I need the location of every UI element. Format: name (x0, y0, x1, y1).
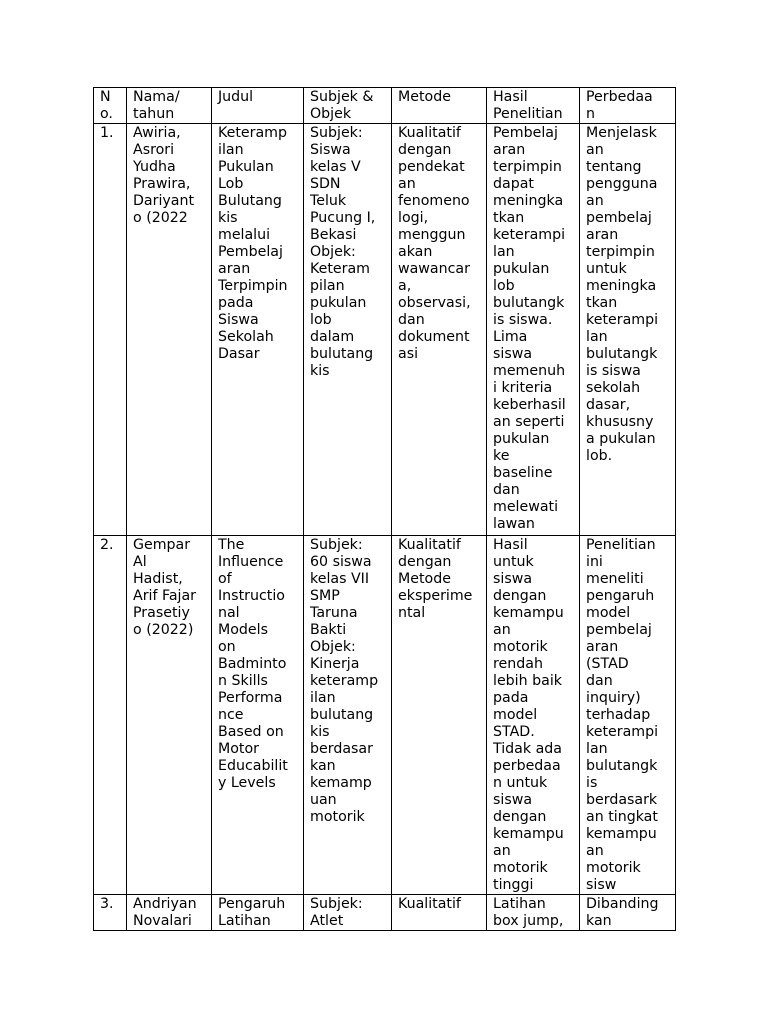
cell-hasil-penelitian: Latihan box jump, (487, 895, 580, 931)
cell-subjek-objek: Subjek: Atlet (304, 895, 392, 931)
cell-nama-tahun: Andriyan Novalari (127, 895, 212, 931)
cell-nama-tahun: Gempar Al Hadist, Arif Fajar Prasetiy o (2022) (127, 536, 212, 895)
cell-hasil-penelitian: Hasil untuk siswa dengan kemampu an motorik rendah lebih baik pada model STAD. Tidak ada perbedaa n untuk siswa dengan kemampu an motorik tinggi (487, 536, 580, 895)
cell-no: 1. (94, 124, 127, 536)
cell-no: 2. (94, 536, 127, 895)
cell-metode: Kualitatif (392, 895, 487, 931)
table-row (94, 895, 676, 931)
cell-subjek-objek: Subjek: 60 siswa kelas VII SMP Taruna Bakti Objek: Kinerja keteramp ilan bulutang kis berdasar kan kemamp uan motorik (304, 536, 392, 895)
header-metode: Metode (392, 88, 487, 124)
header-perbedaan: Perbedaa n (580, 88, 676, 124)
cell-hasil-penelitian: Pembelaj aran terpimpin dapat meningka tkan keterampi lan pukulan lob bulutangk is siswa. Lima siswa memenuh i kriteria keberhasil an seperti pukulan ke baseline dan melewati lawan (487, 124, 580, 536)
literature-review-table (93, 87, 676, 931)
cell-judul: Pengaruh Latihan (212, 895, 304, 931)
header-no: N o. (94, 88, 127, 124)
table-row (94, 536, 676, 895)
cell-perbedaan: Penelitian ini meneliti pengaruh model pembelaj aran (STAD dan inquiry) terhadap keterampi lan bulutangk is berdasark an tingkat kemampu an motorik sisw (580, 536, 676, 895)
header-row (94, 88, 676, 124)
cell-nama-tahun: Awiria, Asrori Yudha Prawira, Dariyant o (2022 (127, 124, 212, 536)
cell-judul: Keteramp ilan Pukulan Lob Bulutang kis melalui Pembelaj aran Terpimpin pada Siswa Sekolah Dasar (212, 124, 304, 536)
header-hasil-penelitian: Hasil Penelitian (487, 88, 580, 124)
header-nama-tahun: Nama/ tahun (127, 88, 212, 124)
header-judul: Judul (212, 88, 304, 124)
header-subjek-objek: Subjek & Objek (304, 88, 392, 124)
cell-judul: The Influence of Instructio nal Models on Badminto n Skills Performa nce Based on Motor Educabilit y Levels (212, 536, 304, 895)
cell-perbedaan: Dibanding kan (580, 895, 676, 931)
cell-perbedaan: Menjelask an tentang pengguna an pembelaj aran terpimpin untuk meningka tkan keterampi lan bulutangk is siswa sekolah dasar, khususny a pukulan lob. (580, 124, 676, 536)
cell-metode: Kualitatif dengan Metode eksperime ntal (392, 536, 487, 895)
cell-no: 3. (94, 895, 127, 931)
cell-subjek-objek: Subjek: Siswa kelas V SDN Teluk Pucung I, Bekasi Objek: Keteram pilan pukulan lob dalam bulutang kis (304, 124, 392, 536)
cell-metode: Kualitatif dengan pendekat an fenomeno logi, menggun akan wawancar a, observasi, dan dokument asi (392, 124, 487, 536)
table-row (94, 124, 676, 536)
